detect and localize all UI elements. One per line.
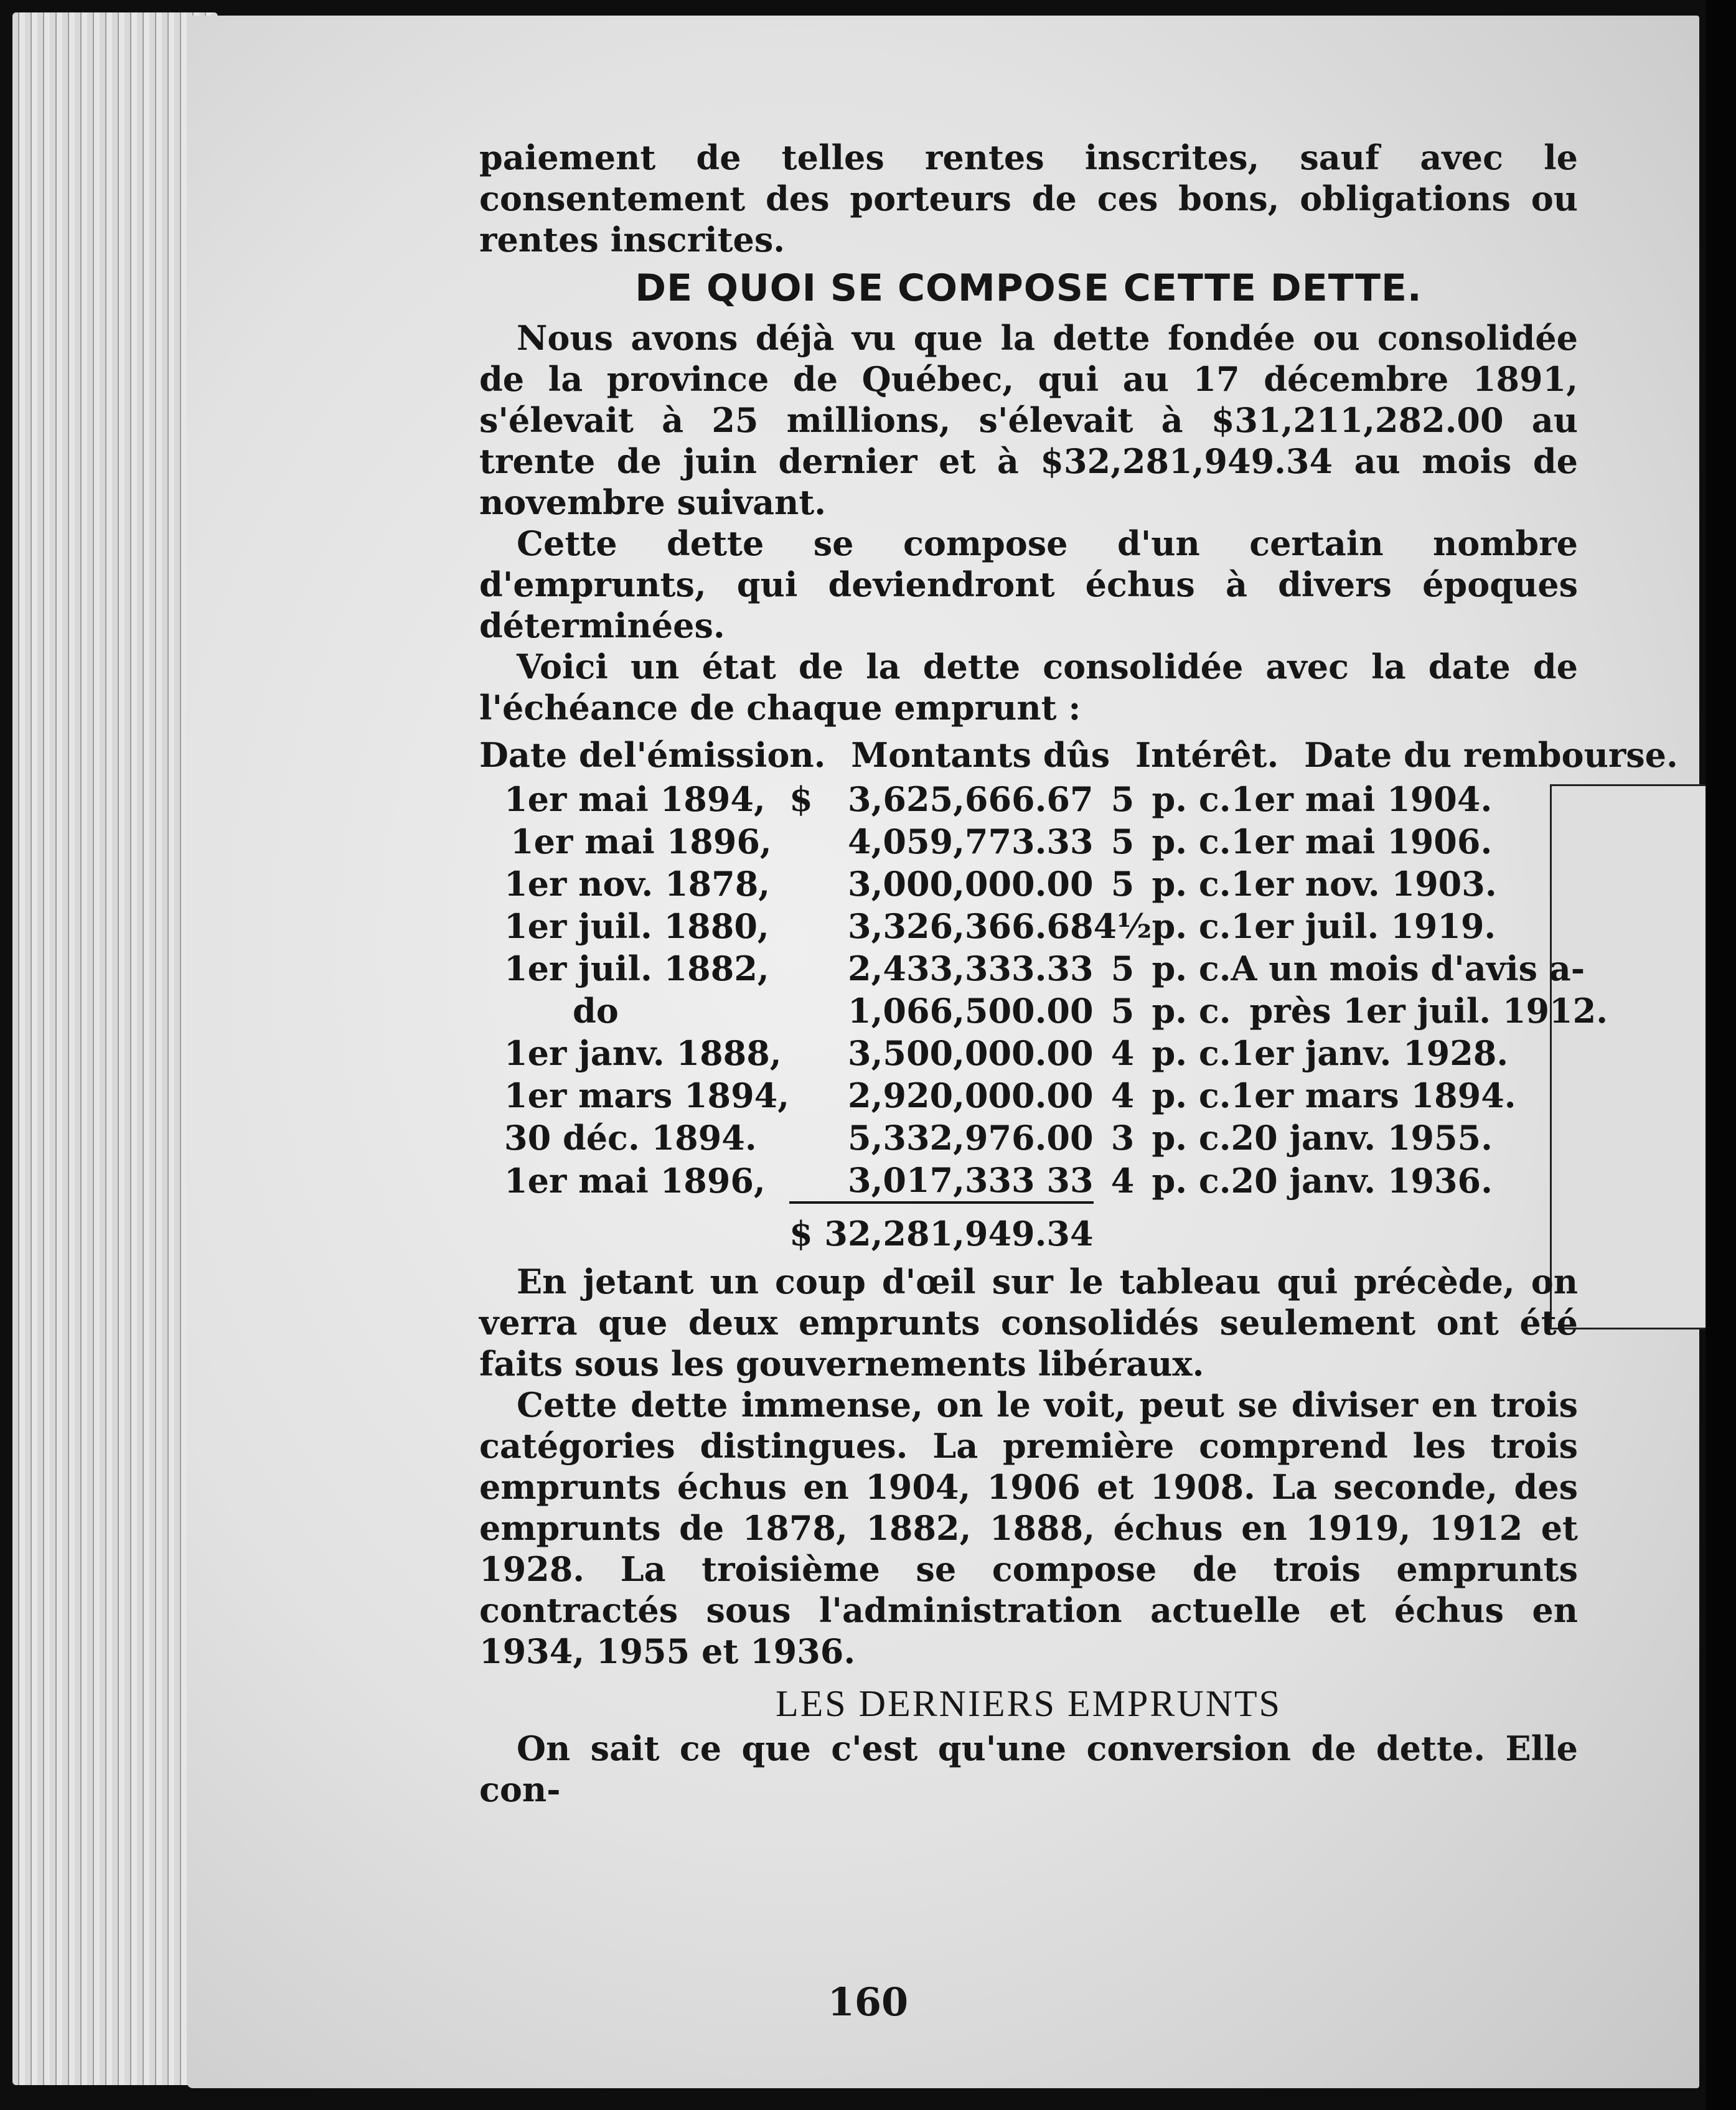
- header-issue-date: Date del'émission.: [479, 735, 826, 775]
- table-total-row: [504, 1203, 1608, 1255]
- repayment-date: 1er mai 1906.: [1231, 822, 1493, 861]
- interest-rate: 5: [1110, 991, 1135, 1031]
- table-row: [504, 863, 1608, 905]
- issue-date: 30 déc. 1894.: [504, 1118, 757, 1158]
- issue-date: 1er janv. 1888,: [504, 1033, 782, 1073]
- currency-sign: [789, 1159, 835, 1203]
- header-interest: Intérêt.: [1135, 735, 1279, 775]
- percent-label: p. c.: [1152, 779, 1231, 819]
- currency-sign: [789, 990, 835, 1032]
- table-header-line: [479, 734, 1678, 776]
- table-row: [504, 1117, 1608, 1159]
- page-number: 160: [827, 1979, 909, 2025]
- currency-sign: [789, 1032, 835, 1074]
- table-row: [504, 947, 1608, 990]
- issue-date: 1er mars 1894,: [504, 1076, 790, 1115]
- currency-sign: $: [789, 779, 813, 819]
- header-amount: Montants dûs: [851, 735, 1110, 775]
- repayment-date: 1er janv. 1928.: [1231, 1033, 1509, 1073]
- percent-label: p. c.: [1152, 906, 1231, 946]
- interest-rate: 4: [1110, 1033, 1135, 1073]
- debt-table: [504, 778, 1608, 1255]
- table-row: [504, 990, 1608, 1032]
- percent-label: p. c.: [1152, 1033, 1231, 1073]
- repayment-date: A un mois d'avis a-: [1231, 949, 1585, 988]
- paragraph-table-intro: Voici un état de la dette consolidée avec la date de l'échéance de chaque emprunt :: [479, 647, 1578, 728]
- repayment-date: 20 janv. 1955.: [1231, 1118, 1493, 1158]
- amount: 5,332,976.00: [848, 1118, 1094, 1158]
- repayment-date: près 1er juil. 1912.: [1249, 991, 1608, 1031]
- amount: 4,059,773.33: [848, 822, 1094, 861]
- repayment-date: 20 janv. 1936.: [1231, 1161, 1493, 1201]
- percent-label: p. c.: [1152, 1161, 1231, 1201]
- paragraph-debt-composition: Cette dette se compose d'un certain nombre d'emprunts, qui deviendront échus à divers époques déterminées.: [479, 523, 1578, 645]
- currency-sign: [789, 1117, 835, 1159]
- interest-rate: 4½: [1093, 906, 1152, 946]
- table-row: [504, 820, 1608, 863]
- intro-paragraph: paiement de telles rentes inscrites, sauf avec le consentement des porteurs de ces bons, obligations ou rentes inscrites.: [479, 138, 1578, 260]
- section-subheading: LES DERNIERS EMPRUNTS: [775, 1683, 1282, 1724]
- issue-date: 1er mai 1896,: [504, 1161, 766, 1201]
- amount: 2,920,000.00: [848, 1076, 1094, 1115]
- interest-rate: 5: [1110, 864, 1135, 904]
- interest-rate: 4: [1110, 1076, 1135, 1115]
- currency-sign: [789, 820, 835, 863]
- table-row: [504, 1074, 1608, 1117]
- table-row: [504, 905, 1608, 947]
- table-row: [504, 778, 1608, 820]
- currency-sign: [789, 905, 835, 947]
- issue-date: do: [573, 991, 619, 1031]
- repayment-date: 1er juil. 1919.: [1231, 906, 1496, 946]
- paragraph-debt-categories: Cette dette immense, on le voit, peut se diviser en trois catégories distingues. La première comprend les trois emprunts échus en 1904, 1906 et 1908. La seconde, des emprunts de 1878, 1882, 1888, échus en 1919, 1912 et 1928. La troisième se compose de trois emprunts contractés sous l'administration actuelle et échus en 1934, 1955 et 1936.: [479, 1385, 1578, 1671]
- percent-label: p. c.: [1152, 822, 1231, 861]
- currency-sign: [789, 1074, 835, 1117]
- percent-label: p. c.: [1152, 1118, 1231, 1158]
- percent-label: p. c.: [1152, 949, 1231, 988]
- book-spine: [1706, 0, 1736, 2110]
- interest-rate: 5: [1110, 949, 1135, 988]
- issue-date: 1er juil. 1880,: [504, 906, 769, 946]
- amount: 2,433,333.33: [848, 949, 1094, 988]
- interest-rate: 3: [1110, 1118, 1135, 1158]
- interest-rate: 5: [1110, 779, 1135, 819]
- table-row: [504, 1159, 1608, 1203]
- total-amount: $ 32,281,949.34: [789, 1203, 1094, 1255]
- percent-label: p. c.: [1152, 864, 1231, 904]
- repayment-date: 1er nov. 1903.: [1231, 864, 1497, 904]
- amount: 3,017,333 33: [848, 1160, 1094, 1200]
- issue-date: 1er mai 1896,: [510, 822, 772, 861]
- section-heading: DE QUOI SE COMPOSE CETTE DETTE.: [635, 266, 1422, 310]
- amount: 1,066,500.00: [848, 991, 1094, 1031]
- issue-date: 1er juil. 1882,: [504, 949, 769, 988]
- amount: 3,000,000.00: [848, 864, 1094, 904]
- interest-rate: 5: [1110, 822, 1135, 861]
- percent-label: p. c.: [1152, 991, 1231, 1031]
- issue-date: 1er nov. 1878,: [504, 864, 771, 904]
- repayment-date: 1er mars 1894.: [1231, 1076, 1516, 1115]
- currency-sign: [789, 863, 835, 905]
- currency-sign: [789, 947, 835, 990]
- page-text: [479, 137, 1678, 1810]
- repayment-date: 1er mai 1904.: [1231, 779, 1493, 819]
- paragraph-debt-amount: Nous avons déjà vu que la dette fondée ou consolidée de la province de Québec, qui au 17 décembre 1891, s'élevait à 25 millions, s'élevait à $31,211,282.00 au trente de juin dernier et à $32,281,949.34 au mois de novembre suivant.: [479, 318, 1578, 522]
- percent-label: p. c.: [1152, 1076, 1231, 1115]
- header-repayment-date: Date du rembourse.: [1304, 735, 1678, 775]
- paragraph-table-comment: En jetant un coup d'œil sur le tableau qui précède, on verra que deux emprunts consolidés seulement ont été faits sous les gouvernements libéraux.: [479, 1262, 1578, 1384]
- issue-date: 1er mai 1894,: [504, 779, 766, 819]
- interest-rate: 4: [1110, 1161, 1135, 1201]
- amount: 3,326,366.68: [848, 906, 1094, 946]
- table-row: [504, 1032, 1608, 1074]
- amount: 3,625,666.67: [848, 779, 1094, 819]
- paragraph-conversion: On sait ce que c'est qu'une conversion de dette. Elle con-: [479, 1728, 1578, 1809]
- amount: 3,500,000.00: [848, 1033, 1094, 1073]
